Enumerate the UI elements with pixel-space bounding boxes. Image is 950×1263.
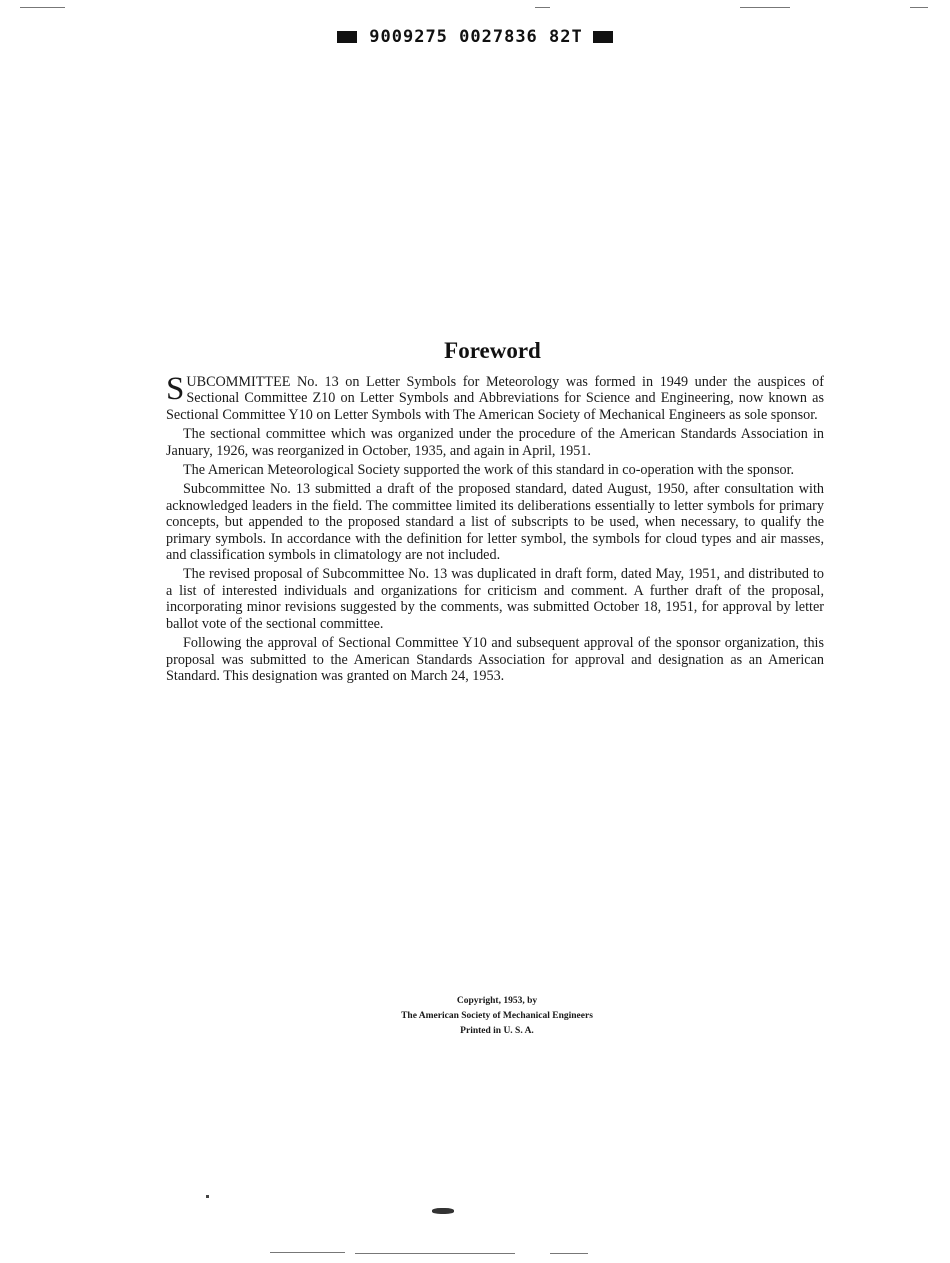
scan-edge-bottom-mid xyxy=(355,1253,515,1254)
barcode-block-left xyxy=(337,31,357,43)
scan-edge-top-far-right xyxy=(910,7,928,8)
barcode-block-right xyxy=(593,31,613,43)
copyright-line: Copyright, 1953, by xyxy=(456,996,538,1006)
copyright-notice xyxy=(0,994,950,1039)
scan-edge-bottom-right xyxy=(550,1253,588,1254)
publisher-line: The American Society of Mechanical Engineers xyxy=(401,1011,593,1021)
foreword-title: Foreword xyxy=(444,338,541,363)
document-code-line xyxy=(0,27,950,47)
scan-edge-bottom-left xyxy=(270,1252,345,1253)
foreword-paragraph-4: Subcommittee No. 13 submitted a draft of the proposed standard, dated August, 1950, after consultation with acknowledged leaders in the field. The committee limited its deliberations essentially to letter symbols for primary concepts, but appended to the proposed standard a list of subscripts to be used, when necessary, to qualify the primary symbols. In accordance with the definition for letter symbol, the symbols for cloud types and air masses, and classification symbols in climatology are not included. xyxy=(166,481,824,564)
scan-edge-top-left xyxy=(20,7,65,8)
printed-in-line: Printed in U. S. A. xyxy=(460,1026,534,1036)
foreword-paragraph-6: Following the approval of Sectional Committee Y10 and subsequent approval of the sponsor organization, this proposal was submitted to the American Standards Association for approval and designation as an American Standard. This designation was granted on March 24, 1953. xyxy=(166,635,824,684)
foreword-paragraph-3: The American Meteorological Society supported the work of this standard in co-operation with the sponsor. xyxy=(183,462,795,479)
foreword-paragraph-1-text: UBCOMMITTEE No. 13 on Letter Symbols for Meteorology was formed in 1949 under the auspices of Sectional Committee Z10 on Letter Symbols and Abbreviations for Science and Engineering, now known as Sectional Committee Y10 on Letter Symbols with The American Society of Mechanical Engineers as sole sponsor. xyxy=(166,374,824,423)
scan-edge-top-mid xyxy=(535,7,550,8)
foreword-paragraph-2: The sectional committee which was organized under the procedure of the American Standards Association in January, 1926, was reorganized in October, 1935, and again in April, 1951. xyxy=(166,426,824,459)
foreword-paragraph-1 xyxy=(166,371,824,423)
scan-speck xyxy=(206,1195,209,1198)
dropcap-letter: S xyxy=(166,371,185,407)
foreword-paragraph-5: The revised proposal of Subcommittee No. 13 was duplicated in draft form, dated May, 1951, and distributed to a list of interested individuals and organizations for criticism and comment. A further draft of the proposal, incorporating minor revisions suggested by the comments, was submitted October 18, 1951, for approval by letter ballot vote of the sectional committee. xyxy=(166,566,824,632)
scan-edge-top-right xyxy=(740,7,790,8)
scan-smudge xyxy=(432,1208,454,1214)
foreword-body xyxy=(166,371,824,687)
document-code-number: 9009275 0027836 82T xyxy=(369,27,583,47)
